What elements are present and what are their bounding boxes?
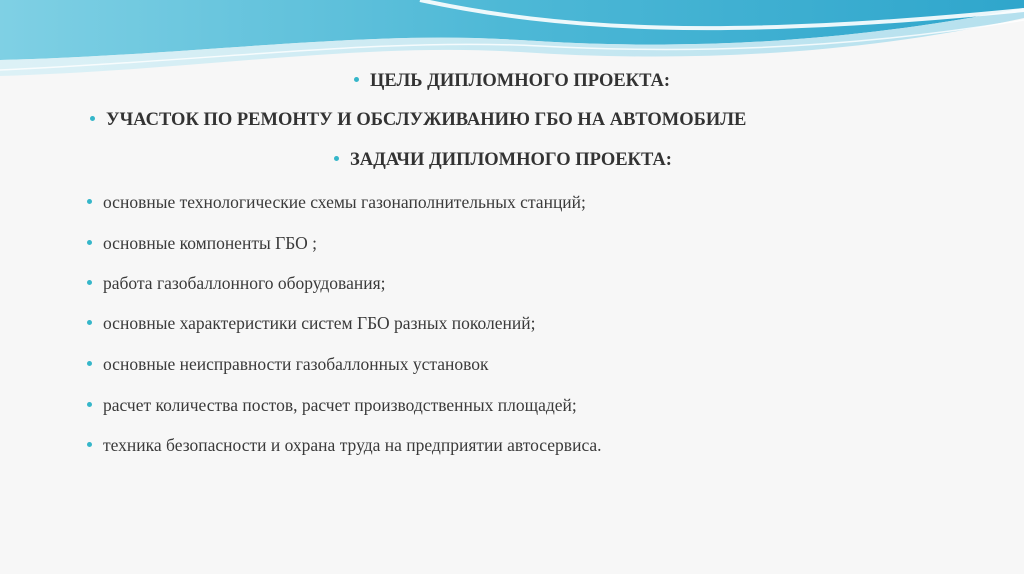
- task-item: [0, 390, 1024, 420]
- task-text: работа газобаллонного оборудования;: [103, 273, 386, 293]
- goal-heading: ЦЕЛЬ ДИПЛОМНОГО ПРОЕКТА:: [370, 71, 671, 91]
- bullet-dot: [87, 240, 92, 245]
- bullet-dot: [87, 442, 92, 447]
- bullet-dot: [87, 320, 92, 325]
- bullet-dot: [87, 402, 92, 407]
- tasks-heading-line: [0, 145, 1024, 175]
- task-item: [0, 430, 1024, 460]
- task-item: [0, 349, 1024, 379]
- bullet-dot: [354, 77, 359, 82]
- task-text: техника безопасности и охрана труда на предприятии автосервиса.: [103, 435, 602, 455]
- task-text: основные технологические схемы газонаполнительных станций;: [103, 192, 586, 212]
- task-item: [0, 268, 1024, 298]
- bullet-dot: [334, 156, 339, 161]
- task-text: основные неисправности газобаллонных установок: [103, 354, 489, 374]
- goal-text-line: [0, 105, 1024, 135]
- task-text: основные характеристики систем ГБО разных поколений;: [103, 313, 536, 333]
- task-item: [0, 228, 1024, 258]
- goal-text: УЧАСТОК ПО РЕМОНТУ И ОБСЛУЖИВАНИЮ ГБО НА АВТОМОБИЛЕ: [106, 110, 747, 130]
- task-text: основные компоненты ГБО ;: [103, 233, 318, 253]
- bullet-dot: [87, 199, 92, 204]
- task-item: [0, 308, 1024, 338]
- bullet-dot: [90, 116, 95, 121]
- task-text: расчет количества постов, расчет производственных площадей;: [103, 395, 577, 415]
- tasks-heading: ЗАДАЧИ ДИПЛОМНОГО ПРОЕКТА:: [350, 150, 672, 170]
- goal-heading-line: [0, 66, 1024, 96]
- task-item: [0, 187, 1024, 217]
- bullet-dot: [87, 361, 92, 366]
- bullet-dot: [87, 280, 92, 285]
